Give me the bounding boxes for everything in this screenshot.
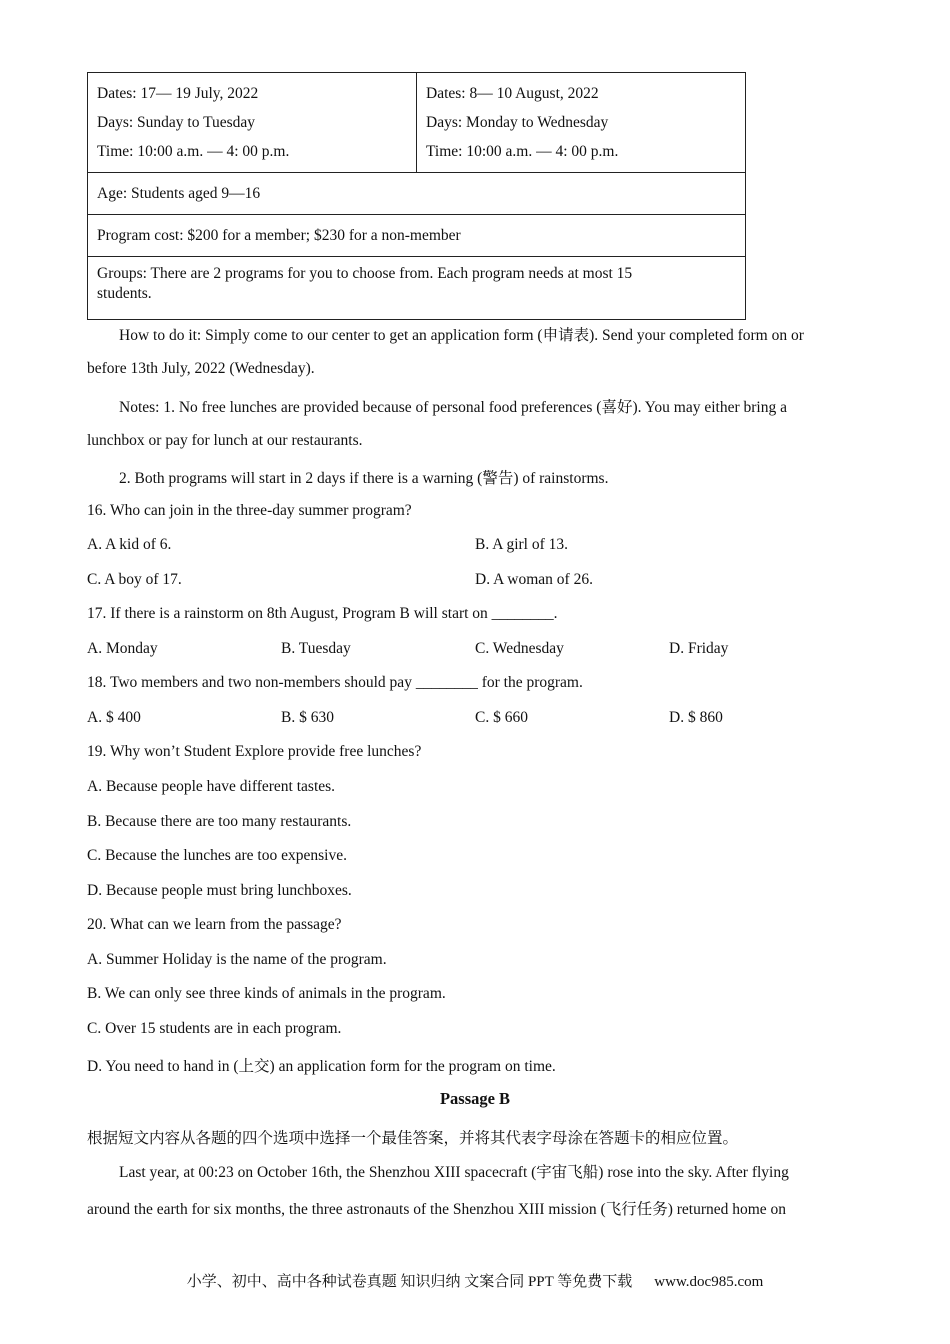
notes-line-1: Notes: 1. No free lunches are provided because of personal food preferences (喜好). You may either bring a (119, 399, 787, 416)
question-16-option-b: B. A girl of 13. (475, 536, 569, 553)
program-info-table (87, 72, 746, 320)
groups-line-1: Groups: There are 2 programs for you to choose from. Each program needs at most 15 (97, 265, 633, 282)
groups-line-2: students. (97, 285, 152, 302)
question-18-option-d: D. $ 860 (669, 709, 723, 726)
how-to-line-2: before 13th July, 2022 (Wednesday). (87, 360, 315, 377)
passage-b-line-2: around the earth for six months, the three astronauts of the Shenzhou XIII mission (飞行任务) returned home on (87, 1201, 787, 1218)
question-20-option-a: A. Summer Holiday is the name of the program. (87, 951, 387, 968)
program-b-time: Time: 10:00 a.m. — 4: 00 p.m. (426, 143, 619, 160)
question-16-option-c: C. A boy of 17. (87, 571, 182, 588)
footer-text: 小学、初中、高中各种试卷真题 知识归纳 文案合同 PPT 等免费下载 (186, 1274, 633, 1290)
program-a-dates: Dates: 17— 19 July, 2022 (97, 85, 259, 102)
passage-b-instruction: 根据短文内容从各题的四个选项中选择一个最佳答案，并将其代表字母涂在答题卡的相应位置。 (87, 1130, 739, 1147)
notes-line-2: lunchbox or pay for lunch at our restaurants. (87, 432, 363, 449)
page-footer (0, 1270, 950, 1291)
program-b-days: Days: Monday to Wednesday (426, 114, 609, 131)
question-20-option-c: C. Over 15 students are in each program. (87, 1020, 342, 1037)
question-19-option-a: A. Because people have different tastes. (87, 778, 336, 795)
how-to-line-1: How to do it: Simply come to our center to get an application form (申请表). Send your completed form on or (119, 327, 804, 344)
question-18-option-b: B. $ 630 (281, 709, 334, 726)
passage-b-title: Passage B (439, 1089, 511, 1108)
program-a-days: Days: Sunday to Tuesday (97, 114, 256, 131)
question-17-option-b: B. Tuesday (281, 640, 351, 657)
question-19-stem: 19. Why won’t Student Explore provide free lunches? (87, 743, 422, 760)
question-19-option-d: D. Because people must bring lunchboxes. (87, 882, 352, 899)
footer-url[interactable]: www.doc985.com (654, 1274, 764, 1290)
question-20-stem: 20. What can we learn from the passage? (87, 916, 342, 933)
notes-line-3: 2. Both programs will start in 2 days if there is a warning (警告) of rainstorms. (119, 470, 609, 487)
program-b-cell (417, 73, 746, 173)
question-18-option-c: C. $ 660 (475, 709, 528, 726)
question-18-stem: 18. Two members and two non-members should pay ________ for the program. (87, 674, 583, 691)
passage-b-line-1: Last year, at 00:23 on October 16th, the Shenzhou XIII spacecraft (宇宙飞船) rose into the sky. After flying (119, 1164, 789, 1181)
age-cell: Age: Students aged 9—16 (88, 173, 746, 215)
groups-cell (88, 257, 746, 320)
program-a-time: Time: 10:00 a.m. — 4: 00 p.m. (97, 143, 290, 160)
question-20-option-b: B. We can only see three kinds of animals in the program. (87, 985, 446, 1002)
question-16-stem: 16. Who can join in the three-day summer program? (87, 502, 412, 519)
question-17-option-a: A. Monday (87, 640, 158, 657)
question-16-option-a: A. A kid of 6. (87, 536, 172, 553)
question-17-option-d: D. Friday (669, 640, 729, 657)
question-19-option-c: C. Because the lunches are too expensive. (87, 847, 347, 864)
question-17-option-c: C. Wednesday (475, 640, 564, 657)
question-20-option-d: D. You need to hand in (上交) an application form for the program on time. (87, 1058, 556, 1075)
cost-cell: Program cost: $200 for a member; $230 for a non-member (88, 215, 746, 257)
program-b-dates: Dates: 8— 10 August, 2022 (426, 85, 599, 102)
question-19-option-b: B. Because there are too many restaurants. (87, 813, 352, 830)
program-a-cell (88, 73, 417, 173)
question-18-option-a: A. $ 400 (87, 709, 141, 726)
question-17-stem: 17. If there is a rainstorm on 8th August, Program B will start on ________. (87, 605, 558, 622)
question-16-option-d: D. A woman of 26. (475, 571, 593, 588)
